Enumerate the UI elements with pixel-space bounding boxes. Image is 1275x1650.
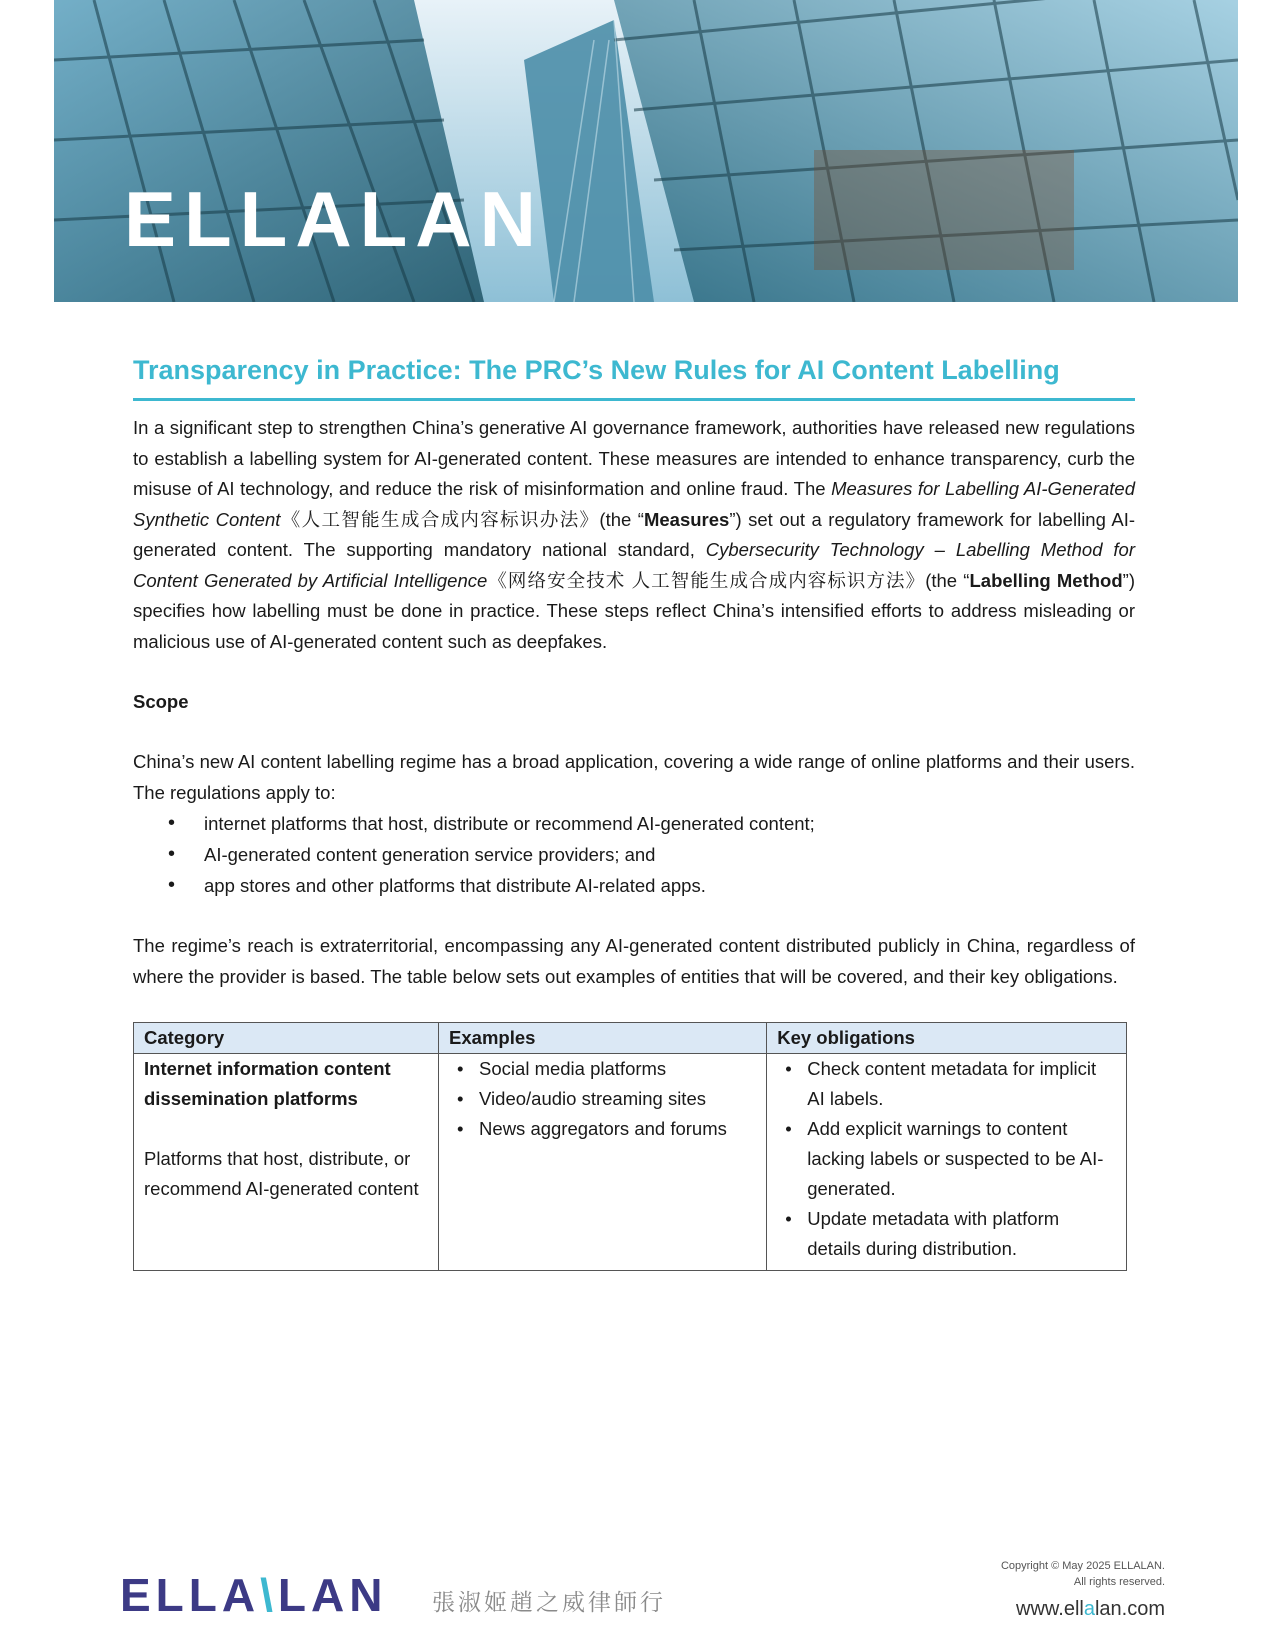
footer-logo-part1: ELLA	[120, 1569, 261, 1621]
intro-text-3: ”) set out a regulatory framework for labelling AI-generated content. The supporting mandatory national standard,	[133, 508, 1135, 560]
obligations-list	[777, 1054, 1116, 1264]
measures-short-name: Measures	[643, 508, 730, 530]
intro-text-2: (the “	[599, 508, 644, 530]
category-title: Internet information content dissemination platforms	[144, 1058, 391, 1109]
website-part1: www.ell	[1016, 1598, 1084, 1620]
website-accent: a	[1083, 1598, 1095, 1620]
obligations-cell	[767, 1054, 1127, 1271]
intro-text-1: In a significant step to strengthen China’s generative AI governance framework, authorities have released new regulations to establish a labelling system for AI-generated content. These measures are intended to enhance transparency, curb the misuse of AI technology, and reduce the risk of misinformation and online fraud. The	[133, 417, 1135, 499]
rights-line: All rights reserved.	[1073, 1576, 1165, 1588]
table-row	[134, 1054, 1127, 1271]
website-link[interactable]	[1016, 1598, 1165, 1621]
obligations-table	[133, 1022, 1127, 1271]
copyright-notice	[905, 1558, 1165, 1590]
reach-paragraph: The regime’s reach is extraterritorial, encompassing any AI-generated content distributed publicly in China, regardless of where the provider is based. The table below sets out examples of entities that will be covered, and their key obligations.	[133, 935, 1135, 987]
scope-paragraph: China’s new AI content labelling regime has a broad application, covering a wide range of online platforms and their users. The regulations apply to:	[133, 751, 1135, 803]
standard-short-name: Labelling Method	[969, 569, 1123, 591]
footer-chinese-name: 張淑姬趙之威律師行	[432, 1590, 666, 1616]
intro-text-5: ”) specifies how labelling must be done in practice. These steps reflect China’s intensified efforts to address misleading or malicious use of AI-generated content such as deepfakes.	[133, 569, 1135, 652]
website-part2: lan.com	[1094, 1598, 1165, 1620]
copyright-line: Copyright © May 2025 ELLALAN.	[1000, 1560, 1165, 1572]
page-title: Transparency in Practice: The PRC’s New Rules for AI Content Labelling	[133, 350, 1135, 401]
table-header-row	[134, 1023, 1127, 1054]
article	[133, 350, 1135, 1271]
header-category: Category	[134, 1023, 439, 1054]
intro-paragraph	[133, 413, 1135, 657]
footer-logo-accent: \	[260, 1569, 278, 1621]
intro-text-4: (the “	[925, 569, 970, 591]
header-examples: Examples	[439, 1023, 767, 1054]
measures-chinese-title: 《人工智能生成合成内容标识办法》	[280, 508, 600, 530]
banner-logo: ELLALAN	[124, 175, 544, 263]
scope-list	[133, 808, 1135, 901]
scope-heading: Scope	[133, 691, 189, 712]
standard-chinese-title: 《网络安全技术 人工智能生成合成内容标识方法》	[487, 569, 926, 591]
list-item: • Add explicit warnings to content lacking labels or suspected to be AI-generated.	[807, 1114, 1116, 1204]
list-item: • Check content metadata for implicit AI labels.	[807, 1054, 1116, 1114]
examples-list	[449, 1054, 756, 1144]
category-description: Platforms that host, distribute, or recommend AI-generated content	[144, 1148, 419, 1199]
header-key-obligations: Key obligations	[767, 1023, 1127, 1054]
category-cell	[134, 1054, 439, 1271]
list-item: • Video/audio streaming sites	[479, 1084, 756, 1114]
header-banner-image	[54, 0, 1238, 302]
measures-title: Measures for Labelling AI-Generated Synthetic Content	[133, 478, 1135, 530]
standard-title: Cybersecurity Technology – Labelling Method for Content Generated by Artificial Intelligence	[133, 539, 1135, 591]
footer-logo	[120, 1569, 388, 1621]
list-item: • Social media platforms	[479, 1054, 756, 1084]
list-item: • AI-generated content generation service providers; and	[204, 839, 1135, 870]
list-item: • app stores and other platforms that distribute AI-related apps.	[204, 870, 1135, 901]
footer-logo-part2: LAN	[277, 1569, 388, 1621]
list-item: • News aggregators and forums	[479, 1114, 756, 1144]
examples-cell	[439, 1054, 767, 1271]
list-item: • Update metadata with platform details during distribution.	[807, 1204, 1116, 1264]
list-item: • internet platforms that host, distribute or recommend AI-generated content;	[204, 808, 1135, 839]
